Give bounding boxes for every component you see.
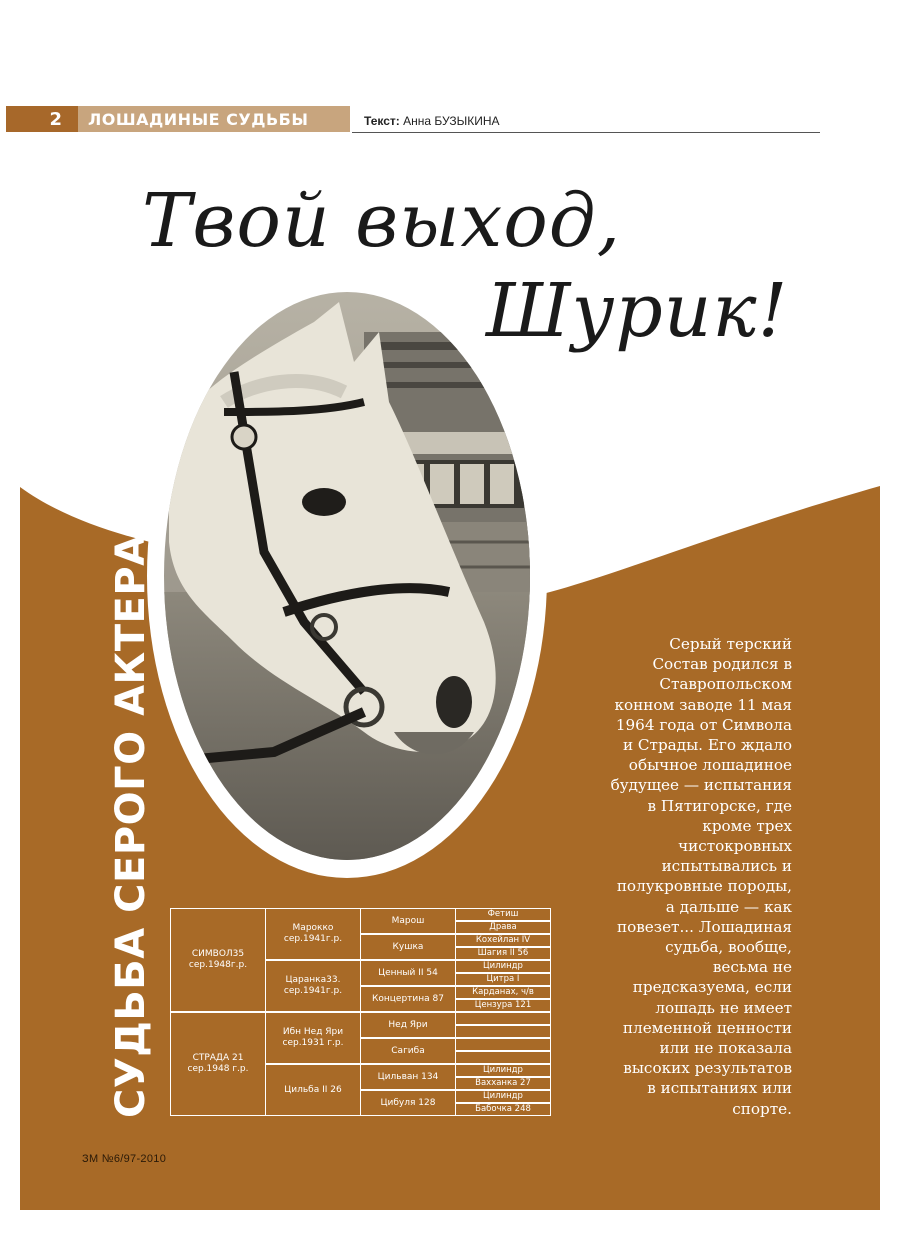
pedigree-gen2-name: Цильба II 26 [284, 1084, 342, 1095]
pedigree-gen2-cell [265, 908, 361, 960]
pedigree-gen3-cell: Цибуля 128 [360, 1090, 456, 1116]
pedigree-sire-name: СИМВОЛ35 [191, 949, 245, 960]
headline-line-1: Твой выход, [142, 178, 622, 264]
body-line: весьма не [712, 958, 792, 977]
horse-illustration [164, 292, 530, 860]
body-line: полукровные породы, [616, 877, 792, 896]
body-line: лошадь не имеет [655, 998, 792, 1017]
issue-footer: ЗМ №6/97-2010 [82, 1153, 167, 1165]
article-body [600, 634, 792, 1119]
headline-line-2: Шурик! [486, 268, 789, 354]
section-title: ЛОШАДИНЫЕ СУДЬБЫ [88, 110, 309, 129]
pedigree-gen3-cell: Сагиба [360, 1038, 456, 1064]
body-line: судьба, вообще, [665, 938, 792, 957]
pedigree-gen2-cell [265, 1012, 361, 1064]
body-line: в Пятигорске, где [647, 796, 792, 815]
page-number: 2 [49, 109, 62, 130]
body-line: а дальше — как [665, 897, 792, 916]
body-line: чистокровных [678, 837, 792, 856]
body-line: обычное лошадиное [628, 756, 792, 775]
pedigree-gen3-cell: Цильван 134 [360, 1064, 456, 1090]
pedigree-sire [170, 908, 266, 1012]
pedigree-gen4-cell: Драва [455, 921, 551, 934]
pedigree-dam [170, 1012, 266, 1116]
author-label: Текст: [364, 114, 400, 128]
pedigree-gen3-cell: Кушка [360, 934, 456, 960]
pedigree-sire-info: сер.1948г.р. [188, 960, 248, 970]
body-line: испытывались и [661, 857, 792, 876]
body-line: Серый терский [669, 635, 792, 653]
pedigree-gen4-cell [455, 1012, 551, 1025]
pedigree-gen2-info: сер.1941г.р. [283, 934, 343, 944]
body-line: повезет... Лошадиная [616, 917, 792, 936]
pedigree-dam-name: СТРАДА 21 [192, 1053, 244, 1064]
body-line: Состав родился в [652, 655, 792, 674]
body-line: или не показала [659, 1039, 792, 1058]
body-line: будущее — испытания [610, 776, 792, 795]
pedigree-gen2-name: Ибн Нед Яри [282, 1027, 344, 1038]
pedigree-gen2-name: Марокко [292, 923, 334, 934]
pedigree-gen4-cell: Кохейлан IV [455, 934, 551, 947]
pedigree-gen4-cell [455, 1025, 551, 1038]
pedigree-gen4-cell [455, 1051, 551, 1064]
pedigree-gen3-cell: Ценный II 54 [360, 960, 456, 986]
pedigree-gen4-cell: Цилиндр [455, 1090, 551, 1103]
pedigree-gen4-cell [455, 1038, 551, 1051]
pedigree-gen4-cell: Цилиндр [455, 960, 551, 973]
pedigree-gen4-cell: Бабочка 248 [455, 1103, 551, 1116]
body-line: племенной ценности [622, 1018, 792, 1037]
body-line: конном заводе 11 мая [614, 695, 792, 714]
body-line: 1964 года от Символа [615, 715, 792, 734]
pedigree-gen2-cell [265, 1064, 361, 1116]
body-line: спорте. [732, 1099, 792, 1118]
pedigree-gen4-cell: Цензура 121 [455, 999, 551, 1012]
body-line: кроме трех [702, 816, 792, 835]
pedigree-gen3-cell: Марош [360, 908, 456, 934]
pedigree-table [170, 908, 551, 1116]
pedigree-gen2-name: Царанка33. [285, 975, 341, 986]
pedigree-gen4-cell: Карданах, ч/в [455, 986, 551, 999]
pedigree-gen4-cell: Фетиш [455, 908, 551, 921]
pedigree-gen3-cell: Концертина 87 [360, 986, 456, 1012]
pedigree-gen4-cell: Цитра I [455, 973, 551, 986]
pedigree-gen4-cell: Вахханка 27 [455, 1077, 551, 1090]
body-line: высоких результатов [623, 1059, 792, 1078]
body-line: и Страды. Его ждало [622, 736, 792, 755]
pedigree-gen4-cell: Цилиндр [455, 1064, 551, 1077]
horse-head-photo [164, 292, 530, 860]
body-line: предсказуема, если [632, 978, 792, 997]
pedigree-gen2-info: сер.1941г.р. [283, 986, 343, 996]
pedigree-gen4-cell: Шагия II 56 [455, 947, 551, 960]
body-line: в испытаниях или [647, 1079, 792, 1098]
vertical-rubric: СУДЬБА СЕРОГО АКТЕРА [108, 534, 154, 1118]
body-line: Ставропольском [659, 675, 792, 694]
author-name: Анна БУЗЫКИНА [403, 114, 500, 128]
pedigree-gen2-info: сер.1931 г.р. [282, 1038, 344, 1048]
pedigree-gen2-cell [265, 960, 361, 1012]
pedigree-gen3-cell: Нед Яри [360, 1012, 456, 1038]
pedigree-dam-info: сер.1948 г.р. [187, 1064, 249, 1074]
